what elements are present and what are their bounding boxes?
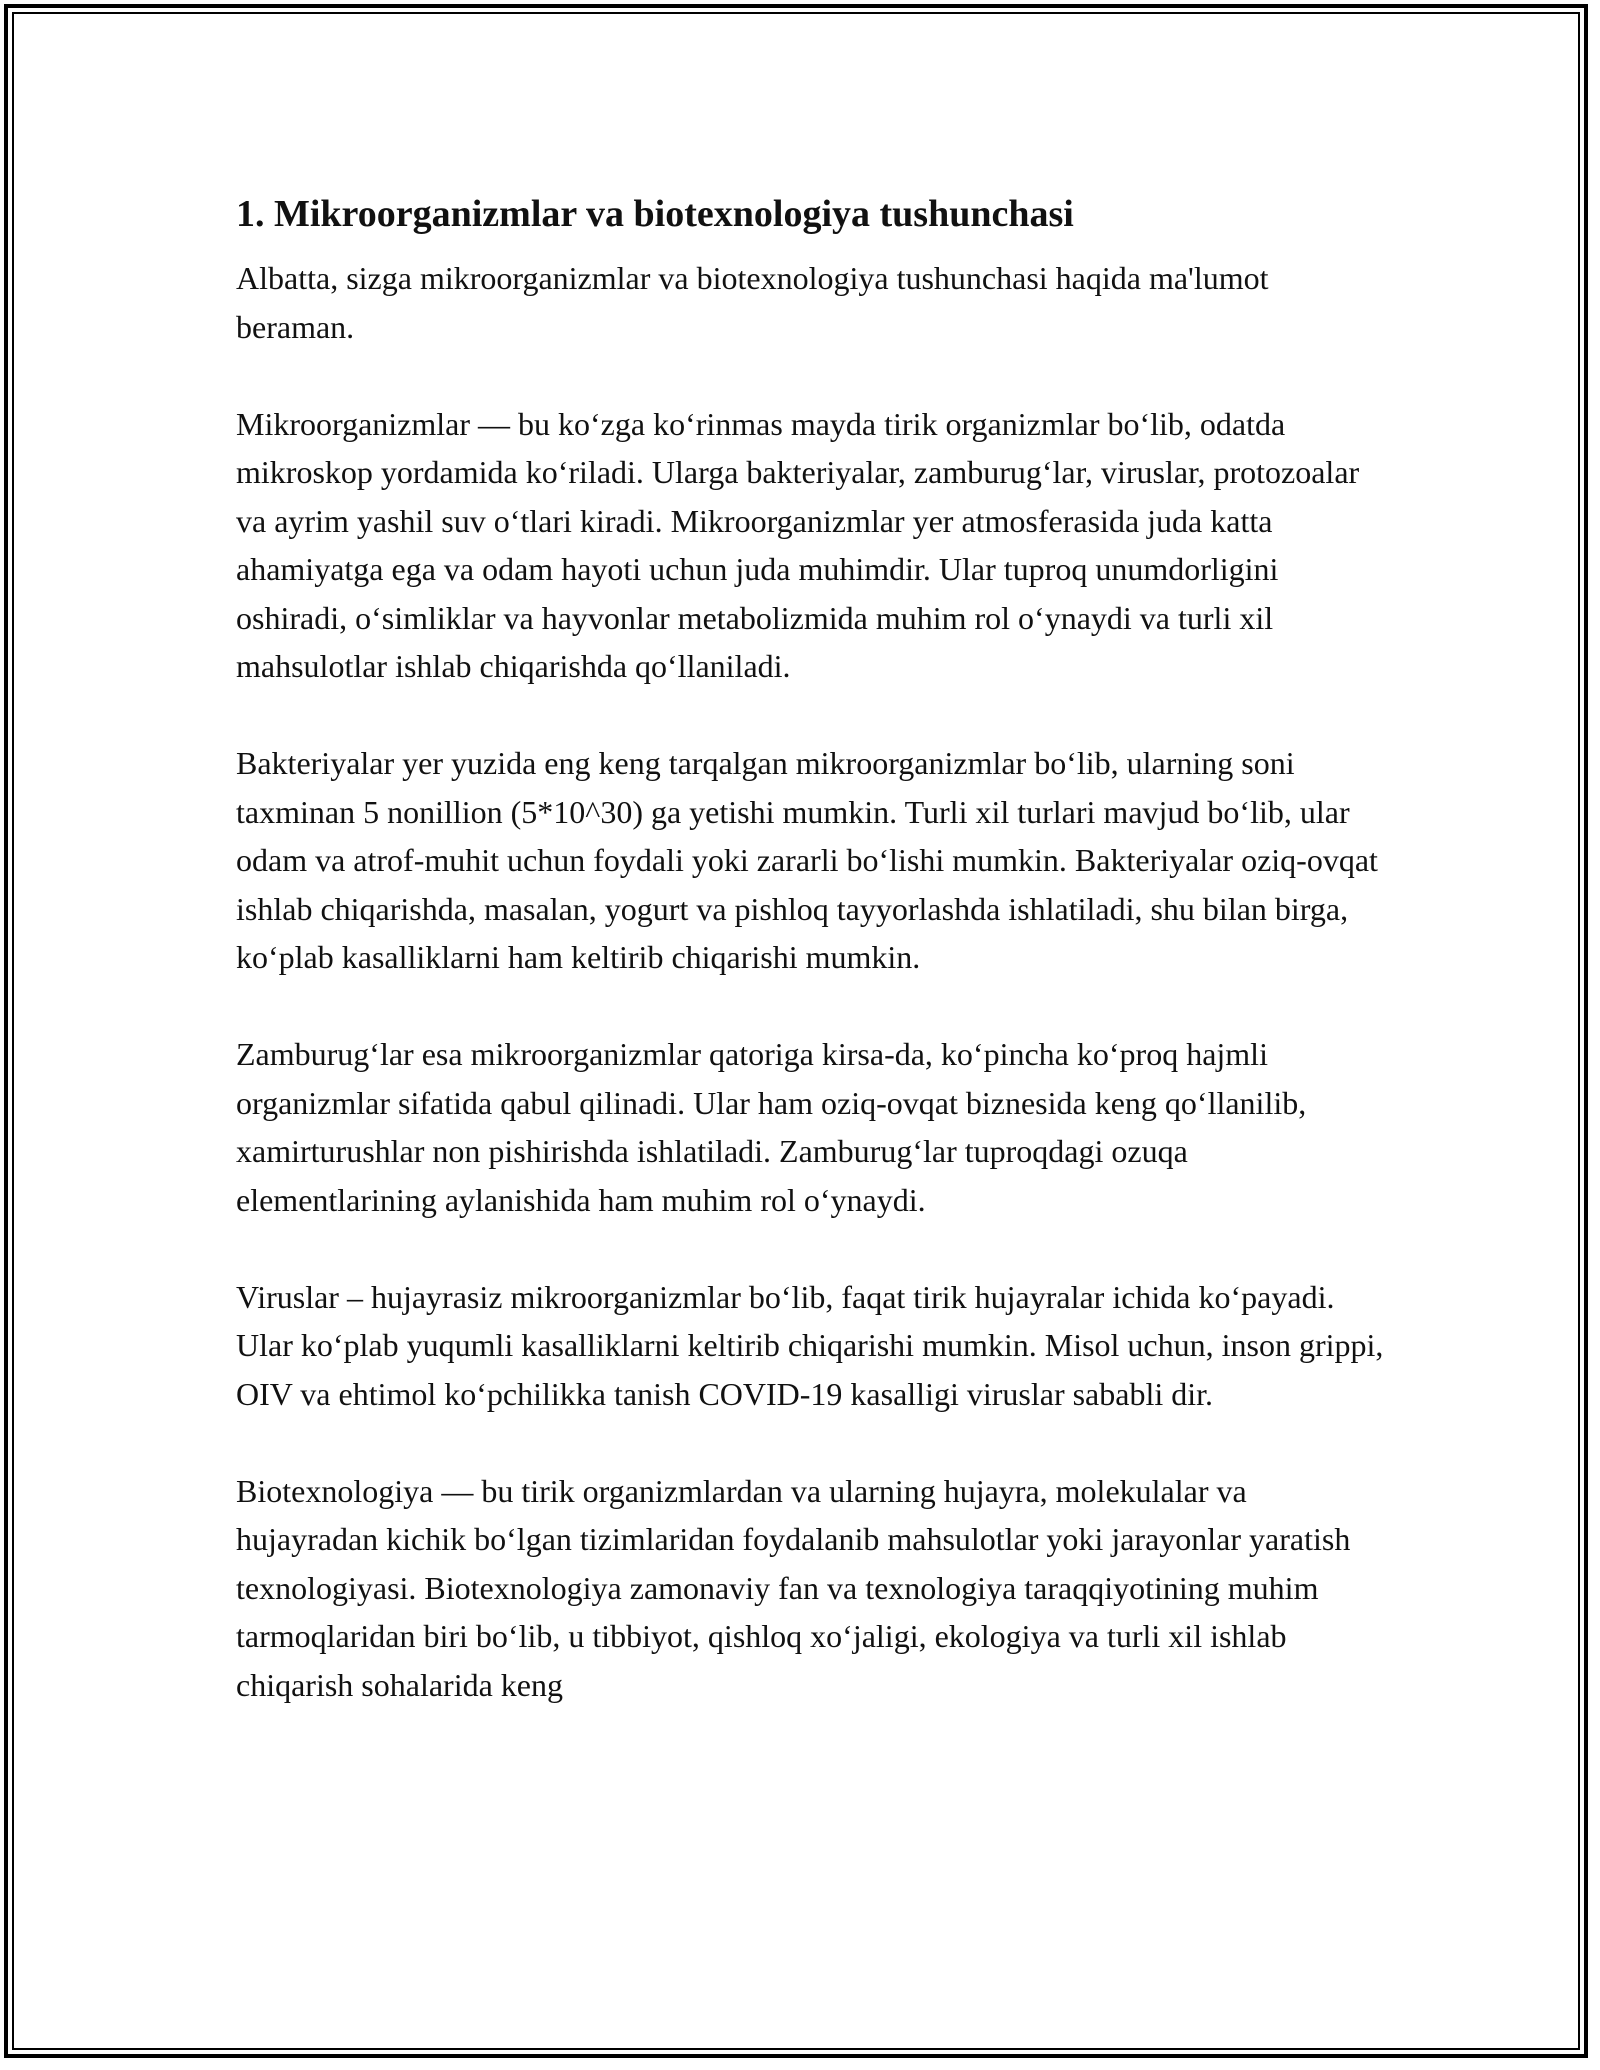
paragraph-fungi: Zamburugʻlar esa mikroorganizmlar qatoriga kirsa-da, koʻpincha koʻproq hajmli organizmlar sifatida qabul qilinadi. Ular ham oziq-ovqat biznesida keng qoʻllanilib, xamirturushlar non pishirishda ishlatiladi. Zamburugʻlar tuproqdagi ozuqa elementlarining aylanishida ham muhim rol oʻynaydi. [236,1036,1307,1218]
section-heading: 1. Mikroorganizmlar va biotexnologiya tushunchasi [236,193,1074,235]
paragraph-intro: Albatta, sizga mikroorganizmlar va biotexnologiya tushunchasi haqida ma'lumot beraman. [236,260,1269,345]
paragraph-biotechnology: Biotexnologiya — bu tirik organizmlardan va ularning hujayra, molekulalar va hujayradan kichik boʻlgan tizimlaridan foydalanib mahsulotlar yoki jarayonlar yaratish texnologiyasi. Biotexnologiya zamonaviy fan va texnologiya taraqqiyotining muhim tarmoqlaridan biri boʻlib, u tibbiyot, qishloq xoʻjaligi, ekologiya va turli xil ishlab chiqarish sohalarida keng [236,1472,1351,1703]
paragraph-viruses: Viruslar – hujayrasiz mikroorganizmlar boʻlib, faqat tirik hujayralar ichida koʻpayadi. Ular koʻplab yuqumli kasalliklarni keltirib chiqarishi mumkin. Misol uchun, inson grippi, OIV va ehtimol koʻpchilikka tanish COVID-19 kasalligi viruslar sababli dir. [236,1278,1384,1412]
paragraph-microorganisms: Mikroorganizmlar — bu koʻzga koʻrinmas mayda tirik organizmlar boʻlib, odatda mikroskop yordamida koʻriladi. Ularga bakteriyalar, zamburugʻlar, viruslar, protozoalar va ayrim yashil suv oʻtlari kiradi. Mikroorganizmlar yer atmosferasida juda katta ahamiyatga ega va odam hayoti uchun juda muhimdir. Ular tuproq unumdorligini oshiradi, oʻsimliklar va hayvonlar metabolizmida muhim rol oʻynaydi va turli xil mahsulotlar ishlab chiqarishda qoʻllaniladi. [236,405,1360,684]
document-body [236,186,1386,1758]
paragraph-bacteria: Bakteriyalar yer yuzida eng keng tarqalgan mikroorganizmlar boʻlib, ularning soni taxminan 5 nonillion (5*10^30) ga yetishi mumkin. Turli xil turlari mavjud boʻlib, ular odam va atrof-muhit uchun foydali yoki zararli boʻlishi mumkin. Bakteriyalar oziq-ovqat ishlab chiqarishda, masalan, yogurt va pishloq tayyorlashda ishlatiladi, shu bilan birga, koʻplab kasalliklarni ham keltirib chiqarishi mumkin. [236,745,1378,975]
